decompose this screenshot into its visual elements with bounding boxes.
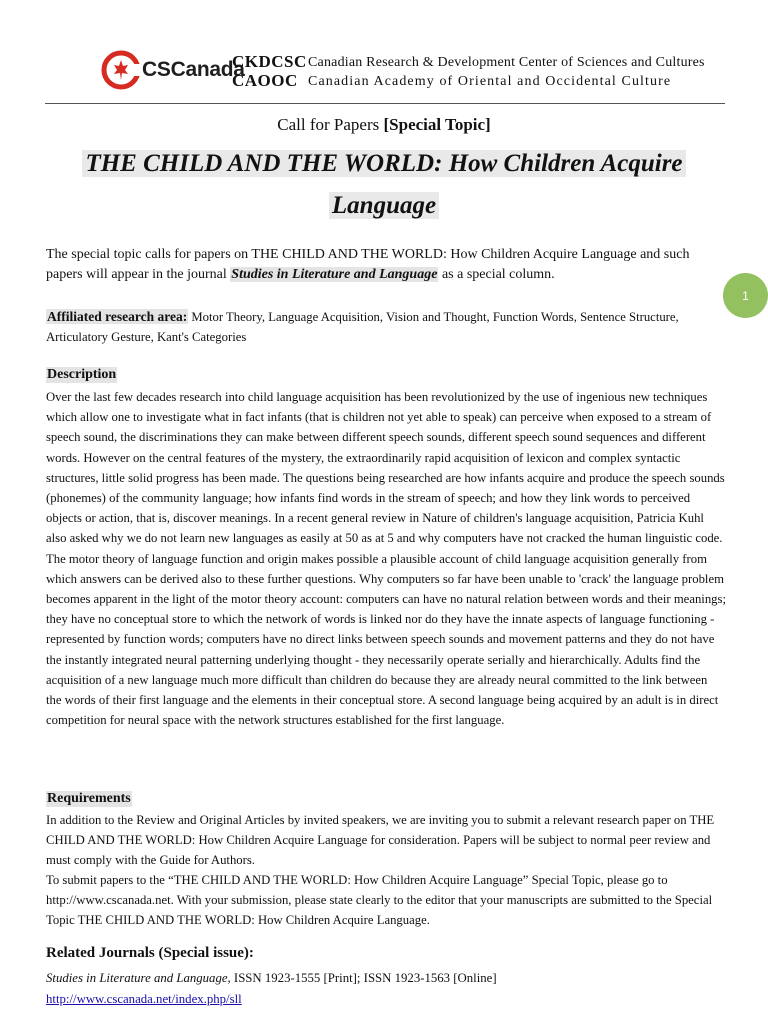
org-abbr-ckdcsc: CKDCSC bbox=[232, 52, 307, 71]
org-name-caooc: Canadian Academy of Oriental and Occidental Culture bbox=[308, 74, 672, 89]
logo-text: CSCanada bbox=[142, 58, 245, 81]
related-journal-link[interactable]: http://www.cscanada.net/index.php/sll bbox=[46, 992, 242, 1006]
affiliated-area: Affiliated research area: Motor Theory, Language Acquisition, Vision and Thought, Function Words, Sentence Structure, Articulatory Gesture, Kant's Categories bbox=[46, 309, 679, 345]
org-abbr-caooc: CAOOC bbox=[232, 71, 298, 90]
requirements-text: In addition to the Review and Original Articles by invited speakers, we are inviting you to submit a relevant research paper on THE CHILD AND THE WORLD: How Children Acquire Language for consideration. Papers will be subject to normal peer review and must comply with the Guide for Authors. bbox=[46, 813, 715, 868]
affiliated-label: Affiliated research area: bbox=[47, 309, 188, 324]
page-title-line2: Language bbox=[0, 192, 768, 220]
related-journals-title: Related Journals (Special issue): bbox=[46, 945, 254, 961]
description-text: Over the last few decades research into child language acquisition has been revolutionized by the use of ingenious new techniques which allow one to investigate what in fact infants (that is children not yet able to speak) can perceive when exposed to a stream of speech sound, the discriminations they can make between different speech sounds, different speech sound sequences and different words. However on the central features of the mystery, the extraordinarily rapid acquisition of lexicon and complex syntactic structures, little solid progress has been made. The questions being researched are how infants acquire and produce the speech sounds (phonemes) of the community language; how infants find words in the stream of speech; and how they link words to perceived objects or action, that is, discover meanings. In a recent general review in Nature of children's language acquisition, Patricia Kuhl also asked why we do not learn new languages as easily at 50 as at 5 and why computers have not cracked the human linguistic code. The motor theory of language function and origin makes possible a plausible account of child language acquisition generally from which answers can be derived also to these further questions. Why computers so far have been unable to 'crack' the language problem becomes apparent in the light of the motor theory account: computers can have no natural relation between words and their meanings; they have no conceptual store to which the network of words is linked nor do they have the innate aspects of language functioning - represented by function words; computers have no direct links between speech sounds and movement patterns and they do not have the instantly integrated neural patterning underlying thought - they necessarily operate serially and hierarchically. Adults find the acquisition of a new language much more difficult than children do because they are already neural committed to the link between the words of their first language and the elements in their conceptual store. A second language being acquired by an adult is in direct competition for neural space with the network structures established for the first language. bbox=[46, 390, 726, 728]
call-for-papers: Call for Papers [Special Topic] bbox=[277, 115, 491, 134]
description-heading: Description bbox=[47, 367, 117, 382]
header-divider bbox=[45, 103, 725, 104]
page-header bbox=[0, 0, 768, 104]
intro-paragraph: The special topic calls for papers on THE CHILD AND THE WORLD: How Children Acquire Language and such papers will appear in the journal Studies in Literature and Language as a special column. bbox=[46, 247, 690, 283]
submission-text: To submit papers to the “THE CHILD AND THE WORLD: How Children Acquire Language” Special Topic, please go to http://www.cscanada.net. With your submission, please state clearly to the editor that your manuscripts are submitted to the Special Topic THE CHILD AND THE WORLD: How Children Acquire Language. bbox=[46, 873, 713, 928]
related-journal-entry: Studies in Literature and Language, ISSN 1923-1555 [Print]; ISSN 1923-1563 [Online] bbox=[46, 971, 497, 985]
cscanada-logo-icon bbox=[101, 50, 141, 90]
requirements-heading: Requirements bbox=[47, 791, 131, 806]
page-number-badge: 1 bbox=[723, 273, 768, 318]
org-name-ckdcsc: Canadian Research & Development Center of Sciences and Cultures bbox=[308, 55, 705, 70]
page-title-line1: THE CHILD AND THE WORLD: How Children Acquire bbox=[0, 150, 768, 178]
journal-name: Studies in Literature and Language bbox=[231, 267, 438, 283]
